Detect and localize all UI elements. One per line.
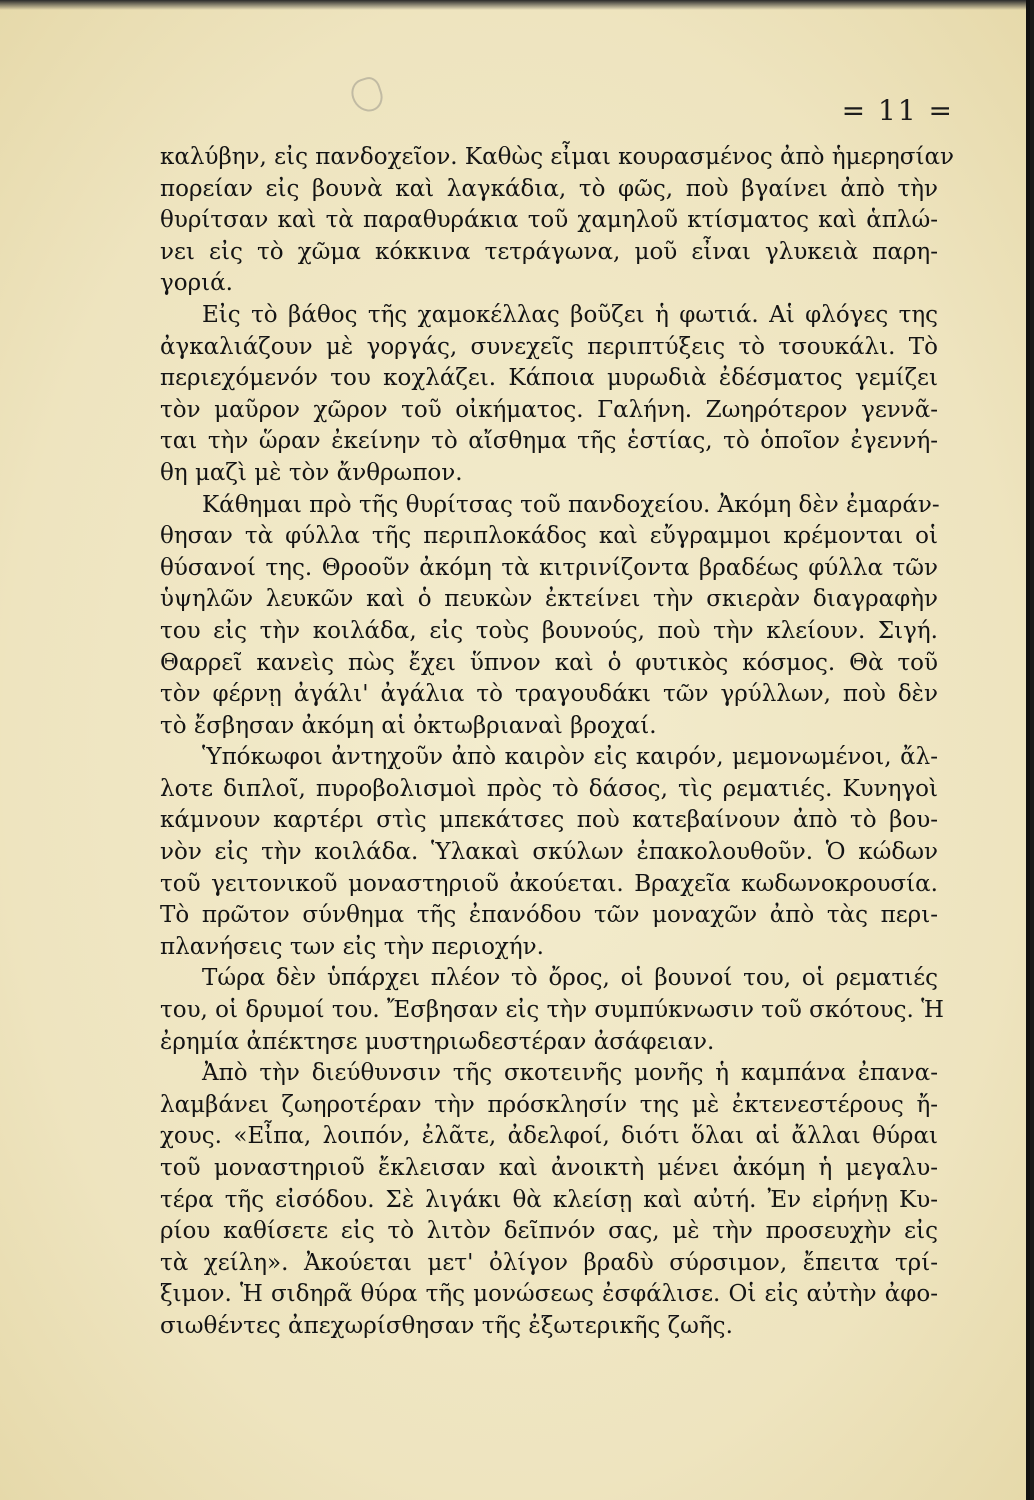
text-line: πορείαν εἰς βουνὰ καὶ λαγκάδια, τὸ φῶς, ποὺ βγαίνει ἀπὸ τὴν [160,175,938,202]
text-line: ὑψηλῶν λευκῶν καὶ ὁ πευκὼν ἐκτείνει τὴν σκιερὰν διαγραφὴν [160,586,938,613]
text-line: ἐρημία ἀπέκτησε μυστηριωδεστέραν ἀσάφειαν. [160,1028,715,1055]
text-line: Θαρρεῖ κανεὶς πὼς ἔχει ὕπνον καὶ ὁ φυτικὸς κόσμος. Θὰ τοῦ [160,649,938,676]
text-line: νὸν εἰς τὴν κοιλάδα. Ὑλακαὶ σκύλων ἐπακολουθοῦν. Ὁ κώδων [160,839,938,866]
text-line: νει εἰς τὸ χῶμα κόκκινα τετράγωνα, μοῦ εἶναι γλυκειὰ παρη- [160,238,938,265]
scan-edge-shadow [0,0,1026,10]
text-line: τὸν φέρνῃ ἀγάλι' ἀγάλια τὸ τραγουδάκι τῶν γρύλλων, ποὺ δὲν [160,681,938,708]
text-line: θησαν τὰ φύλλα τῆς περιπλοκάδος καὶ εὔγραμμοι κρέμονται οἱ [160,523,938,550]
text-line: ξιμον. Ἡ σιδηρᾶ θύρα τῆς μονώσεως ἐσφάλισε. Οἱ εἰς αὐτὴν ἀφο- [160,1281,938,1308]
text-line: γοριά. [160,270,233,297]
paragraph [160,1058,938,1342]
text-line: τὸ ἔσβησαν ἀκόμη αἱ ὀκτωβριαναὶ βροχαί. [160,712,657,739]
text-line: τὰ χείλη». Ἀκούεται μετ' ὀλίγον βραδὺ σύρσιμον, ἔπειτα τρί- [160,1249,938,1276]
text-line: σιωθέντες ἀπεχωρίσθησαν τῆς ἐξωτερικῆς ζωῆς. [160,1312,733,1339]
paragraph [160,742,938,963]
text-line: ται τὴν ὥραν ἐκείνην τὸ αἴσθημα τῆς ἑστίας, τὸ ὁποῖον ἐγεννή- [160,428,938,455]
text-line: ρίου καθίσετε εἰς τὸ λιτὸν δεῖπνόν σας, μὲ τὴν προσευχὴν εἰς [160,1218,938,1245]
text-line: λαμβάνει ζωηροτέραν τὴν πρόσκλησίν της μὲ ἐκτενεστέρους ἤ- [160,1091,938,1118]
text-line: Ἀπὸ τὴν διεύθυνσιν τῆς σκοτεινῆς μονῆς ἡ καμπάνα ἐπανα- [202,1060,938,1087]
paragraph [160,490,938,743]
text-line: θη μαζὶ μὲ τὸν ἄνθρωπον. [160,459,463,486]
paragraph [160,142,954,300]
paragraph [160,963,944,1058]
text-line: του, οἱ δρυμοί του. Ἔσβησαν εἰς τὴν συμπύκνωσιν τοῦ σκότους. Ἡ [160,997,944,1024]
paragraph [160,300,938,490]
body-text [160,142,954,1343]
text-line: θύσανοί της. Θροοῦν ἀκόμη τὰ κιτρινίζοντα βραδέως φύλλα τῶν [160,554,938,581]
text-line: καλύβην, εἰς πανδοχεῖον. Καθὼς εἶμαι κουρασμένος ἀπὸ ἡμερησίαν [160,144,954,170]
text-line: περιεχόμενόν του κοχλάζει. Κάποια μυρωδιὰ ἐδέσματος γεμίζει [160,365,938,392]
text-line: θυρίτσαν καὶ τὰ παραθυράκια τοῦ χαμηλοῦ κτίσματος καὶ ἁπλώ- [160,207,938,234]
text-line: του εἰς τὴν κοιλάδα, εἰς τοὺς βουνούς, ποὺ τὴν κλείουν. Σιγή. [160,617,938,644]
text-line: Εἰς τὸ βάθος τῆς χαμοκέλλας βοῦζει ἡ φωτιά. Αἱ φλόγες της [202,301,938,328]
text-line: Κάθημαι πρὸ τῆς θυρίτσας τοῦ πανδοχείου. Ἀκόμη δὲν ἐμαράν- [202,491,940,518]
library-stamp-mark [347,74,386,116]
text-line: Ὑπόκωφοι ἀντηχοῦν ἀπὸ καιρὸν εἰς καιρόν, μεμονωμένοι, ἄλ- [202,744,938,771]
text-line: πλανήσεις των εἰς τὴν περιοχήν. [160,933,544,960]
text-line: τοῦ μοναστηριοῦ ἔκλεισαν καὶ ἀνοικτὴ μένει ἀκόμη ἡ μεγαλυ- [160,1155,938,1181]
text-line: Τὸ πρῶτον σύνθημα τῆς ἐπανόδου τῶν μοναχῶν ἀπὸ τὰς περι- [160,902,938,929]
text-line: λοτε διπλοῖ, πυροβολισμοὶ πρὸς τὸ δάσος, τὶς ρεματιές. Κυνηγοὶ [160,775,938,802]
text-line: τέρα τῆς εἰσόδου. Σὲ λιγάκι θὰ κλείσῃ καὶ αὐτή. Ἐν εἰρήνῃ Κυ- [160,1186,938,1213]
text-line: κάμνουν καρτέρι στὶς μπεκάτσες ποὺ κατεβαίνουν ἀπὸ τὸ βου- [160,807,938,834]
text-line: Τώρα δὲν ὑπάρχει πλέον τὸ ὄρος, οἱ βουνοί του, οἱ ρεματιές [202,965,938,992]
page-number: = 11 = [841,94,954,127]
text-line: χους. «Εἶπα, λοιπόν, ἐλᾶτε, ἀδελφοί, διότι ὅλαι αἱ ἄλλαι θύραι [160,1123,938,1150]
text-line: τὸν μαῦρον χῶρον τοῦ οἰκήματος. Γαλήνη. Ζωηρότερον γεννᾶ- [160,396,938,423]
text-line: τοῦ γειτονικοῦ μοναστηριοῦ ἀκούεται. Βραχεῖα κωδωνοκρουσία. [160,870,938,897]
text-line: ἀγκαλιάζουν μὲ γοργάς, συνεχεῖς περιπτύξεις τὸ τσουκάλι. Τὸ [160,333,938,360]
